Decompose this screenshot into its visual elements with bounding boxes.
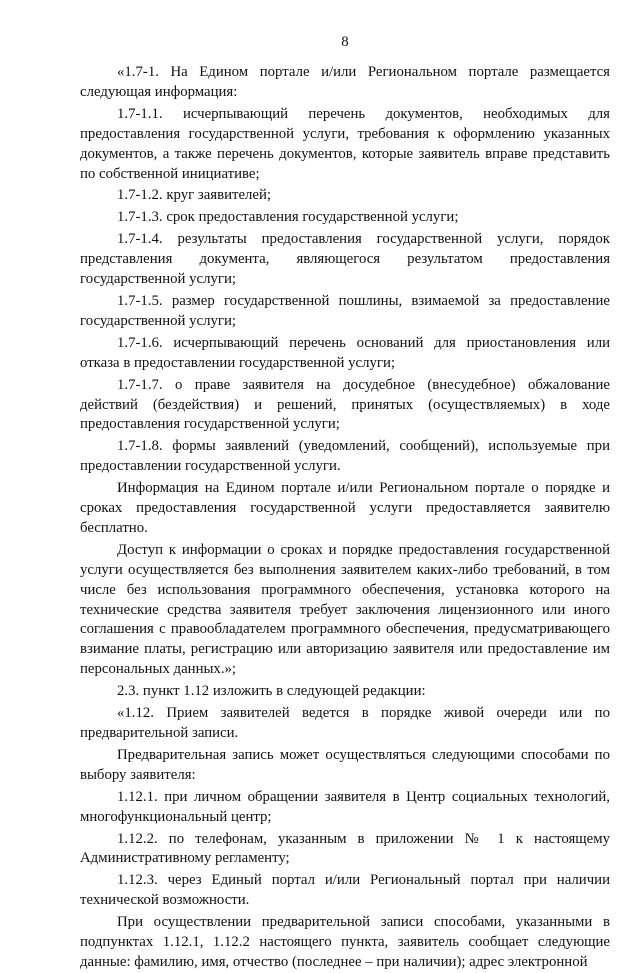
paragraph: 1.7-1.6. исчерпывающий перечень оснований для приостановления или отказа в предоставлении государственной услуги; [80,334,610,371]
paragraph: 1.7-1.4. результаты предоставления государственной услуги, порядок представления документа, являющегося результатом предоставления государственной услуги; [80,231,610,288]
paragraph: Доступ к информации о сроках и порядке предоставления государственной услуги осуществляется без выполнения заявителем каких-либо требований, в том числе без использования программного обеспечения, установка которого на технические средства заявителя требует заключения лицензионного или иного соглашения с правообладателем программного обеспечения, предусматривающего взимание платы, регистрацию или авторизацию заявителя или предоставление им персональных данных.»; [80,541,610,678]
document-page [80,33,610,973]
paragraph: Предварительная запись может осуществляться следующими способами по выбору заявителя: [80,746,610,783]
paragraph: «1.12. Прием заявителей ведется в порядке живой очереди или по предварительной записи. [80,705,610,741]
page-number: 8 [341,34,349,50]
paragraph: 1.7-1.8. формы заявлений (уведомлений, сообщений), используемые при предоставлении государственной услуги. [80,438,610,475]
paragraph: 1.7-1.3. срок предоставления государственной услуги; [117,209,459,226]
paragraph: 1.12.1. при личном обращении заявителя в Центр социальных технологий, многофункциональный центр; [80,788,610,825]
paragraph: 2.3. пункт 1.12 изложить в следующей редакции: [117,683,426,700]
paragraph: При осуществлении предварительной записи способами, указанными в подпунктах 1.12.1, 1.12.2 настоящего пункта, заявитель сообщает следующие данные: фамилию, имя, отчество (последнее – при наличии); адрес электронной [80,914,610,970]
paragraph: «1.7-1. На Едином портале и/или Региональном портале размещается следующая информация: [80,64,610,100]
paragraph: 1.7-1.1. исчерпывающий перечень документов, необходимых для предоставления государственной услуги, требования к оформлению указанных документов, а также перечень документов, которые заявитель вправе представить по собственной инициативе; [80,105,610,182]
paragraph: Информация на Едином портале и/или Региональном портале о порядке и сроках предоставления государственной услуги предоставляется заявителю бесплатно. [80,480,610,536]
paragraph: 1.7-1.7. о праве заявителя на досудебное (внесудебное) обжалование действий (бездействия) и решений, принятых (осуществляемых) в ходе предоставления государственной услуги; [80,376,610,433]
paragraph: 1.7-1.2. круг заявителей; [117,187,272,204]
paragraph: 1.12.2. по телефонам, указанным в приложении № 1 к настоящему Административному регламенту; [80,830,610,867]
paragraph: 1.12.3. через Единый портал и/или Региональный портал при наличии технической возможности. [80,872,610,909]
paragraph: 1.7-1.5. размер государственной пошлины, взимаемой за предоставление государственной услуги; [80,292,610,329]
